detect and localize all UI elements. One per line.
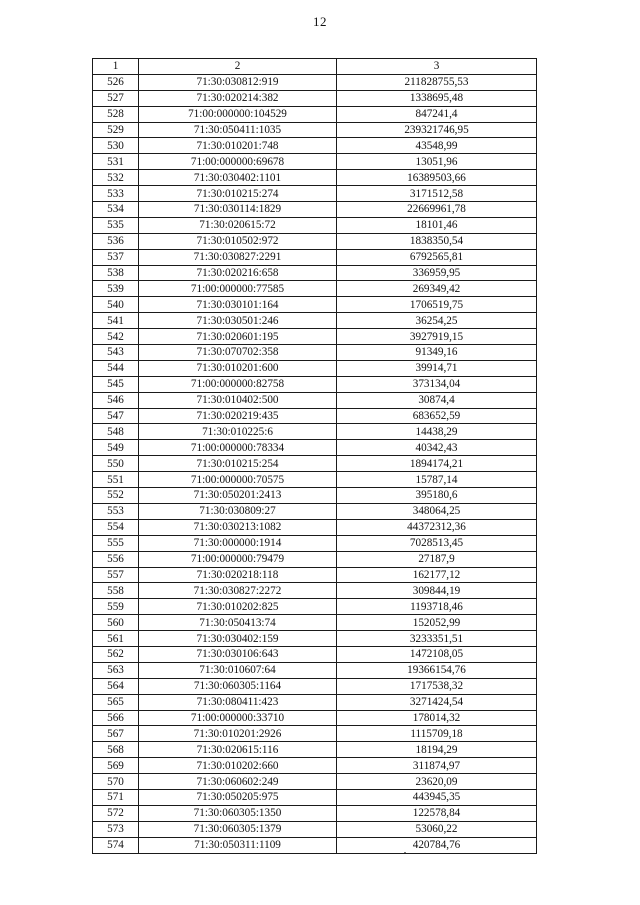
cadastral-number-cell: 71:30:010202:660 [139,758,337,774]
cadastral-number-cell: 71:30:050205:975 [139,789,337,805]
value-cell: 53060,22 [337,821,537,837]
row-number-cell: 557 [93,567,139,583]
value-cell: 178014,32 [337,710,537,726]
cadastral-number-cell: 71:30:060602:249 [139,774,337,790]
row-number-cell: 569 [93,758,139,774]
cadastral-number-cell: 71:30:060305:1164 [139,678,337,694]
cadastral-number-cell: 71:30:030213:1082 [139,519,337,535]
row-number-cell: 562 [93,646,139,662]
table-row [93,678,537,694]
table-row [93,424,537,440]
table-row [93,233,537,249]
cadastral-number-cell: 71:30:020219:435 [139,408,337,424]
row-number-cell: 533 [93,186,139,202]
cadastral-number-cell: 71:30:050201:2413 [139,488,337,504]
table-row [93,74,537,90]
value-cell: 23620,09 [337,774,537,790]
row-number-cell: 527 [93,90,139,106]
row-number-cell: 564 [93,678,139,694]
value-cell: 443945,35 [337,789,537,805]
cadastral-number-cell: 71:30:010502:972 [139,233,337,249]
value-cell: 309844,19 [337,583,537,599]
value-cell: 1717538,32 [337,678,537,694]
cadastral-number-cell: 71:30:030402:1101 [139,170,337,186]
cadastral-number-cell: 71:30:010215:274 [139,186,337,202]
table-row [93,758,537,774]
table-row [93,90,537,106]
value-cell: 239321746,95 [337,122,537,138]
row-number-cell: 529 [93,122,139,138]
table-row [93,202,537,218]
value-cell: 3171512,58 [337,186,537,202]
row-number-cell: 541 [93,313,139,329]
row-number-cell: 567 [93,726,139,742]
cadastral-number-cell: 71:30:030101:164 [139,297,337,313]
row-number-cell: 526 [93,74,139,90]
cadastral-number-cell: 71:30:010201:748 [139,138,337,154]
value-cell: 311874,97 [337,758,537,774]
table-body [93,59,537,854]
cadastral-number-cell: 71:30:010607:64 [139,662,337,678]
value-cell: 122578,84 [337,805,537,821]
cadastral-number-cell: 71:30:030812:919 [139,74,337,90]
cadastral-number-cell: 71:30:030402:159 [139,631,337,647]
cadastral-number-cell: 71:30:010215:254 [139,456,337,472]
table-row [93,535,537,551]
value-cell: 39914,71 [337,360,537,376]
value-cell: 1338695,48 [337,90,537,106]
row-number-cell: 538 [93,265,139,281]
row-number-cell: 552 [93,488,139,504]
value-cell: 19366154,76 [337,662,537,678]
table-row [93,265,537,281]
table-row [93,662,537,678]
value-cell: 30874,4 [337,392,537,408]
table-row [93,138,537,154]
table-row [93,281,537,297]
table-row [93,217,537,233]
table-row [93,503,537,519]
value-cell: 16389503,66 [337,170,537,186]
cadastral-number-cell: 71:30:050413:74 [139,615,337,631]
cadastral-number-cell: 71:30:020601:195 [139,329,337,345]
row-number-cell: 534 [93,202,139,218]
cadastral-number-cell: 71:30:060305:1379 [139,821,337,837]
row-number-cell: 543 [93,345,139,361]
value-cell: 27187,9 [337,551,537,567]
table-row [93,837,537,853]
cadastral-number-cell: 71:30:020216:658 [139,265,337,281]
value-cell: 15787,14 [337,472,537,488]
column-header-1: 1 [93,59,139,75]
row-number-cell: 535 [93,217,139,233]
table-row [93,392,537,408]
value-cell: 269349,42 [337,281,537,297]
value-cell: 22669961,78 [337,202,537,218]
cadastral-number-cell: 71:30:020615:72 [139,217,337,233]
cadastral-number-cell: 71:30:020218:118 [139,567,337,583]
table-row [93,583,537,599]
cadastral-number-cell: 71:00:000000:70575 [139,472,337,488]
row-number-cell: 554 [93,519,139,535]
value-cell: 18101,46 [337,217,537,233]
row-number-cell: 553 [93,503,139,519]
value-cell: 395180,6 [337,488,537,504]
table-header-row [93,59,537,75]
cadastral-number-cell: 71:00:000000:82758 [139,376,337,392]
value-cell: 91349,16 [337,345,537,361]
cadastral-number-cell: 71:30:020615:116 [139,742,337,758]
table-row [93,440,537,456]
row-number-cell: 566 [93,710,139,726]
cadastral-number-cell: 71:00:000000:79479 [139,551,337,567]
cadastral-number-cell: 71:30:050411:1035 [139,122,337,138]
scan-speck [404,852,406,853]
cadastral-number-cell: 71:00:000000:104529 [139,106,337,122]
cadastral-number-cell: 71:30:060305:1350 [139,805,337,821]
row-number-cell: 546 [93,392,139,408]
cadastral-number-cell: 71:30:030827:2291 [139,249,337,265]
table-row [93,726,537,742]
table-row [93,154,537,170]
value-cell: 152052,99 [337,615,537,631]
row-number-cell: 531 [93,154,139,170]
row-number-cell: 542 [93,329,139,345]
value-cell: 3271424,54 [337,694,537,710]
table-row [93,805,537,821]
cadastral-number-cell: 71:00:000000:33710 [139,710,337,726]
row-number-cell: 540 [93,297,139,313]
row-number-cell: 545 [93,376,139,392]
value-cell: 1193718,46 [337,599,537,615]
row-number-cell: 568 [93,742,139,758]
cadastral-number-cell: 71:30:030827:2272 [139,583,337,599]
row-number-cell: 536 [93,233,139,249]
value-cell: 43548,99 [337,138,537,154]
table-row [93,615,537,631]
table-row [93,519,537,535]
table-row [93,631,537,647]
cadastral-number-cell: 71:30:010402:500 [139,392,337,408]
column-header-3: 3 [337,59,537,75]
column-header-2: 2 [139,59,337,75]
value-cell: 40342,43 [337,440,537,456]
value-cell: 7028513,45 [337,535,537,551]
value-cell: 1894174,21 [337,456,537,472]
table-row [93,694,537,710]
cadastral-number-cell: 71:30:070702:358 [139,345,337,361]
value-cell: 6792565,81 [337,249,537,265]
table-row [93,599,537,615]
row-number-cell: 530 [93,138,139,154]
row-number-cell: 539 [93,281,139,297]
row-number-cell: 549 [93,440,139,456]
row-number-cell: 532 [93,170,139,186]
table-row [93,345,537,361]
table-row [93,249,537,265]
table-row [93,774,537,790]
row-number-cell: 544 [93,360,139,376]
table-row [93,710,537,726]
value-cell: 336959,95 [337,265,537,281]
row-number-cell: 559 [93,599,139,615]
data-table [92,58,537,854]
value-cell: 13051,96 [337,154,537,170]
page-number: 12 [313,14,327,29]
table-row [93,360,537,376]
row-number-cell: 537 [93,249,139,265]
cadastral-number-cell: 71:00:000000:78334 [139,440,337,456]
value-cell: 683652,59 [337,408,537,424]
table-row [93,329,537,345]
cadastral-number-cell: 71:30:010201:600 [139,360,337,376]
table-row [93,170,537,186]
row-number-cell: 556 [93,551,139,567]
row-number-cell: 548 [93,424,139,440]
table-row [93,742,537,758]
cadastral-number-cell: 71:30:030809:27 [139,503,337,519]
value-cell: 3233351,51 [337,631,537,647]
cadastral-number-cell: 71:30:080411:423 [139,694,337,710]
cadastral-number-cell: 71:30:010201:2926 [139,726,337,742]
value-cell: 14438,29 [337,424,537,440]
row-number-cell: 555 [93,535,139,551]
row-number-cell: 571 [93,789,139,805]
row-number-cell: 547 [93,408,139,424]
value-cell: 420784,76 [337,837,537,853]
row-number-cell: 565 [93,694,139,710]
row-number-cell: 560 [93,615,139,631]
value-cell: 3927919,15 [337,329,537,345]
value-cell: 847241,4 [337,106,537,122]
cadastral-number-cell: 71:30:000000:1914 [139,535,337,551]
table-row [93,488,537,504]
row-number-cell: 550 [93,456,139,472]
table-row [93,186,537,202]
value-cell: 162177,12 [337,567,537,583]
value-cell: 18194,29 [337,742,537,758]
row-number-cell: 551 [93,472,139,488]
table-row [93,789,537,805]
cadastral-number-cell: 71:30:050311:1109 [139,837,337,853]
value-cell: 36254,25 [337,313,537,329]
row-number-cell: 572 [93,805,139,821]
row-number-cell: 570 [93,774,139,790]
table-row [93,376,537,392]
table-row [93,551,537,567]
table-row [93,472,537,488]
row-number-cell: 558 [93,583,139,599]
cadastral-number-cell: 71:30:030106:643 [139,646,337,662]
table-row [93,408,537,424]
table-row [93,646,537,662]
row-number-cell: 563 [93,662,139,678]
cadastral-number-cell: 71:30:030501:246 [139,313,337,329]
table-row [93,821,537,837]
value-cell: 1472108,05 [337,646,537,662]
table-row [93,313,537,329]
row-number-cell: 561 [93,631,139,647]
value-cell: 211828755,53 [337,74,537,90]
value-cell: 1838350,54 [337,233,537,249]
value-cell: 1706519,75 [337,297,537,313]
value-cell: 348064,25 [337,503,537,519]
cadastral-number-cell: 71:00:000000:77585 [139,281,337,297]
table-row [93,297,537,313]
row-number-cell: 573 [93,821,139,837]
row-number-cell: 528 [93,106,139,122]
row-number-cell: 574 [93,837,139,853]
table-row [93,106,537,122]
cadastral-number-cell: 71:30:030114:1829 [139,202,337,218]
cadastral-number-cell: 71:30:010225:6 [139,424,337,440]
table-row [93,567,537,583]
table-row [93,456,537,472]
table-row [93,122,537,138]
value-cell: 1115709,18 [337,726,537,742]
value-cell: 44372312,36 [337,519,537,535]
cadastral-number-cell: 71:30:010202:825 [139,599,337,615]
cadastral-number-cell: 71:00:000000:69678 [139,154,337,170]
value-cell: 373134,04 [337,376,537,392]
cadastral-number-cell: 71:30:020214:382 [139,90,337,106]
